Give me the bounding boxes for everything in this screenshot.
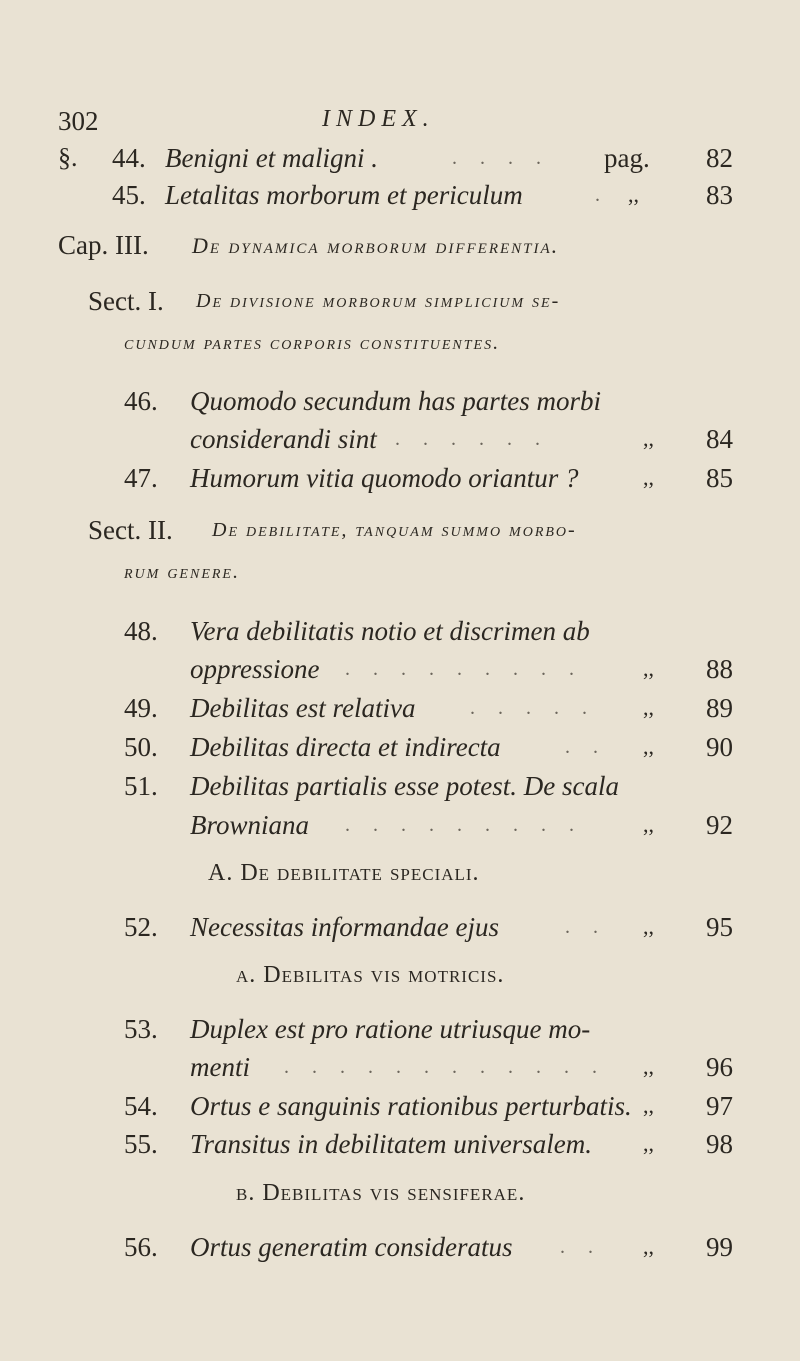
entry-text: Debilitas directa et indirecta — [190, 732, 501, 762]
subsection-title: A. De debilitate speciali. — [208, 860, 480, 886]
leader-dots: . . . . . . . . . — [345, 658, 583, 680]
page-ref: 82 — [706, 143, 733, 173]
section-mark: §. — [58, 143, 78, 172]
leader-dots: . . — [565, 916, 607, 938]
section-title: De divisione morborum simplicium se- — [196, 290, 561, 312]
leader-dots: . . . . — [452, 147, 550, 169]
ditto-mark: ,, — [643, 465, 654, 490]
leader-dots: . . . . . . . . . . . . — [284, 1056, 606, 1078]
entry-text-cont: Browniana — [190, 810, 310, 840]
entry-number: 52. — [124, 912, 158, 942]
entry-number: 47. — [124, 463, 158, 493]
entry-number: 55. — [124, 1129, 158, 1159]
entry-text-cont: considerandi sint — [190, 424, 377, 454]
entry-text: Debilitas partialis esse potest. De scala — [190, 771, 619, 801]
entry-text: Humorum vitia quomodo oriantur ? — [190, 463, 579, 493]
entry-text: Vera debilitatis notio et discrimen ab — [190, 616, 590, 646]
entry-text: Ortus generatim consideratus — [190, 1232, 513, 1262]
page-ref: 89 — [706, 693, 733, 723]
entry-text: Duplex est pro ratione utriusque mo- — [190, 1014, 591, 1044]
entry-text-cont: oppressione — [190, 654, 320, 684]
entry-number: 56. — [124, 1232, 158, 1262]
entry-text: Benigni et maligni . — [165, 143, 378, 173]
entry-number: 53. — [124, 1014, 158, 1044]
section-label: Sect. I. — [88, 286, 164, 316]
entry-text: Transitus in debilitatem universalem. — [190, 1129, 592, 1159]
page-ref: 84 — [706, 424, 733, 454]
leader-dots: . . . . . . . . . — [345, 814, 583, 836]
entry-text-cont: menti — [190, 1052, 250, 1082]
page-ref: 96 — [706, 1052, 733, 1082]
page-number: 302 — [58, 106, 99, 136]
entry-text: Necessitas informandae ejus — [190, 912, 499, 942]
ditto-mark: ,, — [628, 182, 639, 207]
ditto-mark: ,, — [643, 1093, 654, 1118]
ditto-mark: ,, — [643, 812, 654, 837]
ditto-mark: ,, — [643, 1131, 654, 1156]
ditto-mark: ,, — [643, 1234, 654, 1259]
leader-dots: . . . . . . — [395, 428, 549, 450]
leader-dots: . — [595, 184, 609, 206]
entry-text: Debilitas est relativa — [190, 693, 416, 723]
entry-number: 45. — [112, 180, 146, 210]
entry-number: 49. — [124, 693, 158, 723]
section-title-cont: rum genere. — [124, 561, 240, 583]
entry-number: 54. — [124, 1091, 158, 1121]
page-ref: 98 — [706, 1129, 733, 1159]
ditto-mark: ,, — [643, 734, 654, 759]
page-ref: 92 — [706, 810, 733, 840]
leader-dots: . . . . . — [470, 697, 596, 719]
entry-number: 48. — [124, 616, 158, 646]
leader-dots: . . — [560, 1236, 602, 1258]
page-ref: 88 — [706, 654, 733, 684]
leader-dots: . . — [565, 736, 607, 758]
subsection-title: a. Debilitas vis motricis. — [236, 962, 505, 988]
page-title: INDEX. — [322, 106, 435, 132]
section-title-cont: cundum partes corporis constituentes. — [124, 332, 501, 354]
entry-text: Ortus e sanguinis rationibus perturbatis. — [190, 1091, 632, 1121]
page-ref: 83 — [706, 180, 733, 210]
page-ref: 85 — [706, 463, 733, 493]
ditto-mark: ,, — [643, 1054, 654, 1079]
ditto-mark: ,, — [643, 695, 654, 720]
entry-number: 50. — [124, 732, 158, 762]
chapter-title: De dynamica morborum differentia. — [192, 233, 560, 258]
chapter-label: Cap. III. — [58, 230, 149, 260]
page-ref: 99 — [706, 1232, 733, 1262]
entry-number: 44. — [112, 143, 146, 173]
ditto-mark: ,, — [643, 656, 654, 681]
page-ref: 90 — [706, 732, 733, 762]
section-title: De debilitate, tanquam summo morbo- — [212, 519, 577, 541]
entry-number: 51. — [124, 771, 158, 801]
section-label: Sect. II. — [88, 515, 173, 545]
page-ref: 97 — [706, 1091, 733, 1121]
pag-label: pag. — [604, 143, 650, 173]
subsection-title: b. Debilitas vis sensiferae. — [236, 1180, 526, 1206]
entry-text: Quomodo secundum has partes morbi — [190, 386, 601, 416]
ditto-mark: ,, — [643, 426, 654, 451]
entry-text: Letalitas morborum et periculum — [165, 180, 523, 210]
ditto-mark: ,, — [643, 914, 654, 939]
page-ref: 95 — [706, 912, 733, 942]
entry-number: 46. — [124, 386, 158, 416]
